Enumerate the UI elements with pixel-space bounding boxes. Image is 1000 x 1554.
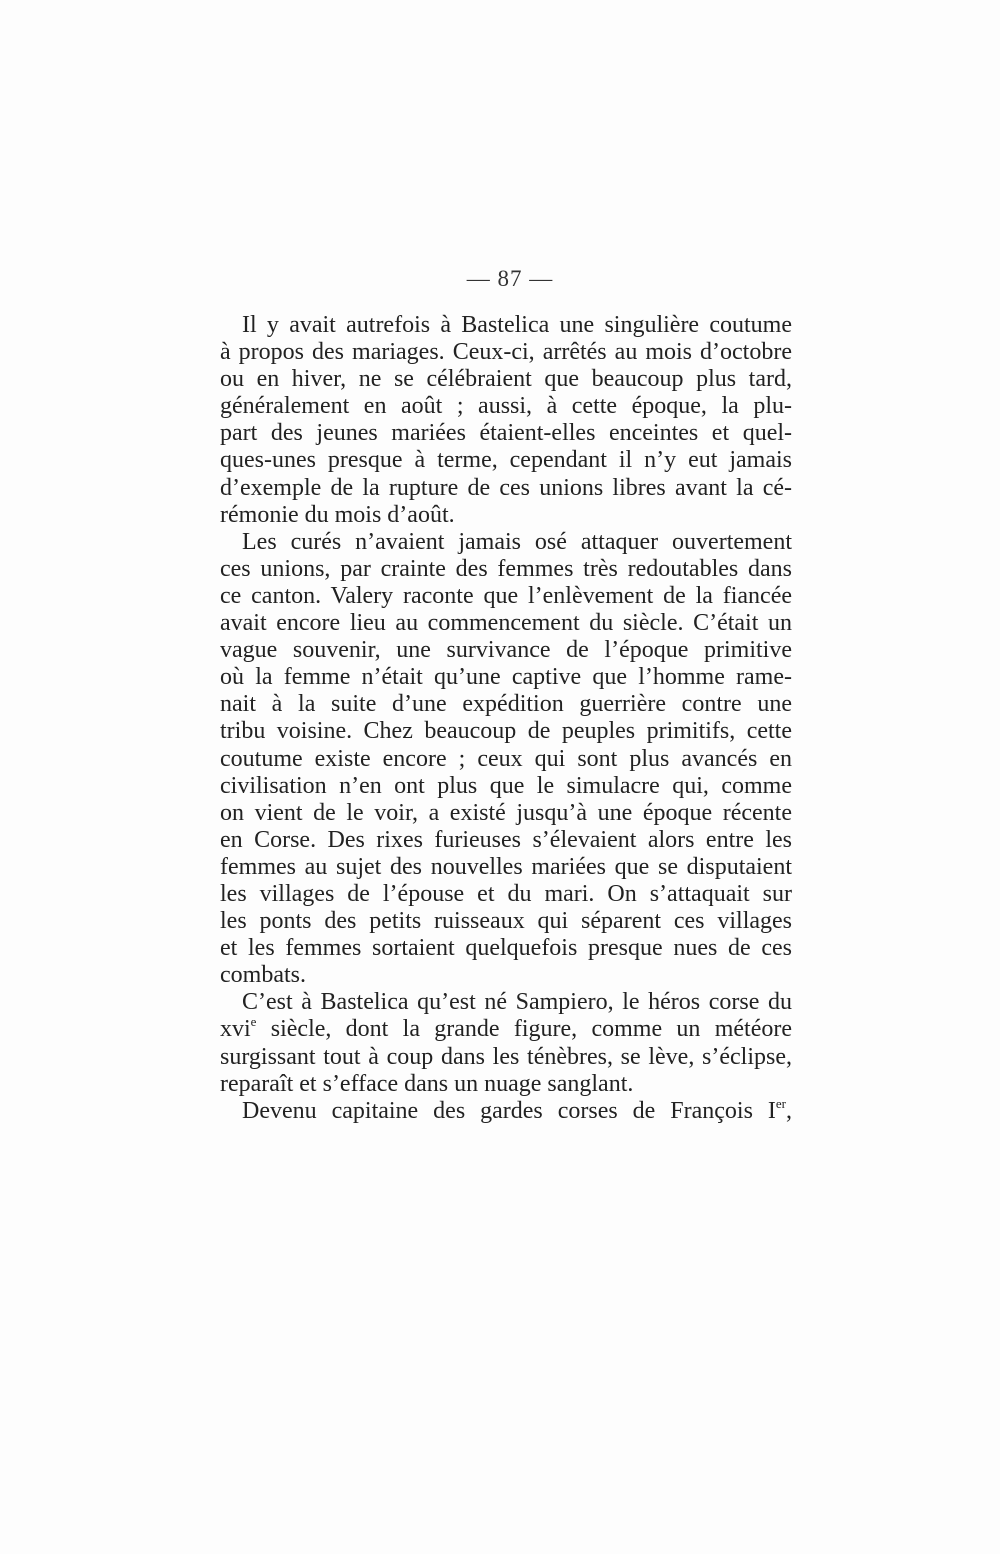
text-line [220, 989, 792, 1016]
text-line [220, 583, 792, 610]
page-number: — 87 — [466, 266, 554, 291]
text-line [220, 447, 792, 474]
text-line [220, 854, 792, 881]
text-line [220, 475, 792, 502]
text-line-content: avait encore lieu au commencement du siècle. C’était un [220, 610, 792, 637]
text-line-content: où la femme n’était qu’une captive que l’homme rame- [220, 664, 792, 691]
text-line-content: ques-unes presque à terme, cependant il n’y eut jamais [220, 447, 792, 474]
text-line [220, 664, 792, 691]
text-line-content: surgissant tout à coup dans les ténèbres, se lève, s’éclipse, [220, 1043, 792, 1070]
text-line [220, 610, 792, 637]
text-line-content: civilisation n’en ont plus que le simulacre qui, comme [220, 772, 792, 799]
text-line [220, 1016, 792, 1043]
text-line-content: femmes au sujet des nouvelles mariées que se disputaient [220, 853, 792, 880]
text-line-content: rémonie du mois d’août. [220, 501, 455, 528]
text-line [220, 529, 792, 556]
text-line [220, 827, 792, 854]
text-line [220, 935, 792, 962]
text-line [220, 1095, 792, 1125]
text-line-content: ces unions, par crainte des femmes très redoutables dans [220, 555, 792, 582]
text-line [220, 420, 792, 447]
text-line-suffix: , [786, 1097, 792, 1124]
text-line-content: part des jeunes mariées étaient-elles enceintes et quel- [220, 420, 792, 447]
text-line-content: vague souvenir, une survivance de l’époque primitive [220, 637, 792, 664]
text-line [220, 637, 792, 664]
text-line-content: nait à la suite d’une expédition guerrière contre une [220, 691, 792, 718]
text-line-content: et les femmes sortaient quelquefois presque nues de ces [220, 935, 792, 962]
text-line-content: ou en hiver, ne se célébraient que beaucoup plus tard, [220, 366, 792, 393]
text-line [220, 908, 792, 935]
text-line-content: les villages de l’épouse et du mari. On s’attaquait sur [220, 880, 792, 907]
text-line [220, 1044, 792, 1071]
text-line-content: tribu voisine. Chez beaucoup de peuples primitifs, cette [220, 718, 792, 745]
text-line-content: reparaît et s’efface dans un nuage sanglant. [220, 1070, 634, 1097]
body-text [220, 312, 792, 1125]
text-line-content: ce canton. Valery raconte que l’enlèvement de la fiancée [220, 582, 792, 609]
text-line-content: combats. [220, 962, 306, 989]
text-line [220, 881, 792, 908]
text-line [220, 1071, 792, 1098]
text-line [220, 962, 792, 989]
text-line [220, 773, 792, 800]
text-line [220, 718, 792, 745]
superscript: er [775, 1095, 786, 1111]
text-line [220, 800, 792, 827]
text-line-content: on vient de le voir, a existé jusqu’à une époque récente [220, 799, 792, 826]
text-line [220, 691, 792, 718]
text-line [220, 366, 792, 393]
text-line-content: C’est à Bastelica qu’est né Sampiero, le héros corse du [242, 989, 792, 1016]
text-line [220, 746, 792, 773]
text-line [220, 556, 792, 583]
text-line-prefix: xvi [220, 1016, 251, 1043]
text-line-content: Il y avait autrefois à Bastelica une singulière coutume [242, 312, 792, 338]
text-line-content: siècle, dont la grande figure, comme un météore [256, 1016, 792, 1043]
text-line-content: coutume existe encore ; ceux qui sont plus avancés en [220, 745, 792, 772]
superscript: e [250, 1014, 257, 1030]
text-line-content: à propos des mariages. Ceux-ci, arrêtés au mois d’octobre [220, 339, 792, 366]
text-line-content: les ponts des petits ruisseaux qui séparent ces villages [220, 908, 792, 935]
text-line-content: d’exemple de la rupture de ces unions libres avant la cé- [220, 474, 792, 501]
text-line [220, 502, 792, 529]
text-line-content: généralement en août ; aussi, à cette époque, la plu- [220, 393, 792, 420]
text-line-content: Les curés n’avaient jamais osé attaquer ouvertement [242, 528, 792, 555]
text-line [220, 339, 792, 366]
text-line [220, 312, 792, 339]
text-line-content: Devenu capitaine des gardes corses de François I [242, 1097, 776, 1124]
text-line-content: en Corse. Des rixes furieuses s’élevaient alors entre les [220, 826, 792, 853]
text-line [220, 393, 792, 420]
